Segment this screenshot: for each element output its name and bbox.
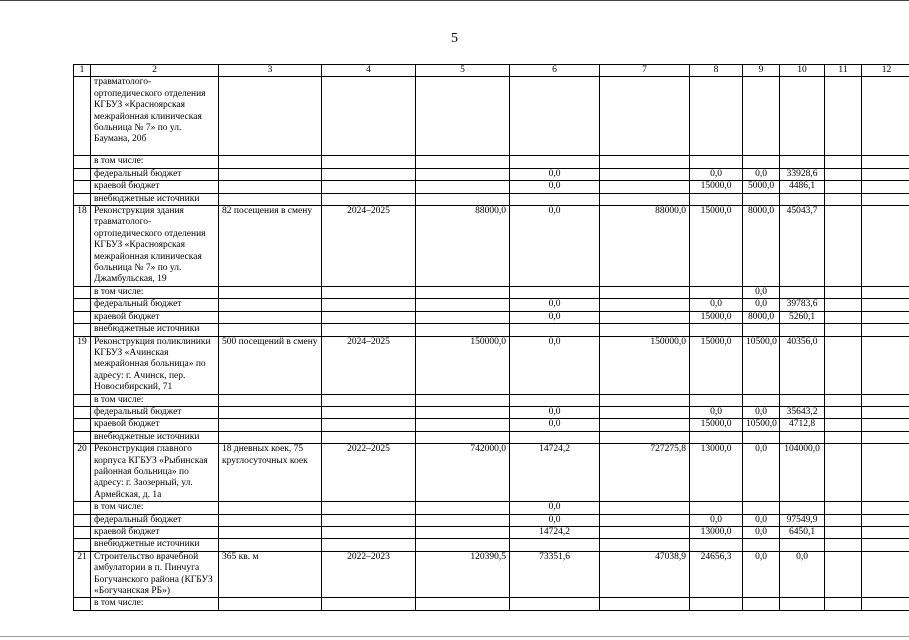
table-row bbox=[74, 77, 909, 156]
table-row: в том числе: bbox=[74, 156, 909, 168]
col-header: 11 bbox=[825, 65, 862, 77]
object-name: Реконструкция поликлиники КГБУЗ «Ачинская межрайонная больница» по адресу: г. Ачинск, пер. Новосибирский, 71 bbox=[91, 336, 219, 394]
table-row: внебюджетные источники bbox=[74, 324, 909, 336]
col-header: 2 bbox=[91, 65, 219, 77]
table-row: в том числе: bbox=[74, 598, 909, 610]
header-row bbox=[74, 65, 909, 77]
col-header: 7 bbox=[600, 65, 690, 77]
capacity: 365 кв. м bbox=[219, 551, 322, 598]
table-row: 18 Реконструкция здания травматолого-ортопедического отделения КГБУЗ «Красноярская межрайонная клиническая больница № 7» по ул. Джамбульская, 19 82 посещения в смену 2024–2025 88000,0 0,0 88000,0 15000,0 8000,0 45043,7 bbox=[74, 206, 909, 287]
table-row: 19 Реконструкция поликлиники КГБУЗ «Ачинская межрайонная больница» по адресу: г. Ачинск, пер. Новосибирский, 71 500 посещений в смену 2024–2025 150000,0 0,0 150000,0 15000,0 10500,0 40356,0 bbox=[74, 336, 909, 394]
table-row: краевой бюджет 0,0 15000,0 10500,0 4712,8 bbox=[74, 419, 909, 431]
table-row: в том числе: 0,0 bbox=[74, 502, 909, 514]
capacity: 500 посещений в смену bbox=[219, 336, 322, 394]
table-row: внебюджетные источники bbox=[74, 431, 909, 443]
page-top-edge bbox=[0, 0, 909, 1]
col-header: 6 bbox=[510, 65, 600, 77]
table-row: в том числе: 0,0 bbox=[74, 286, 909, 298]
table-row: федеральный бюджет 0,0 0,0 0,0 33928,6 bbox=[74, 168, 909, 180]
budget-table bbox=[73, 64, 909, 611]
row-number: 18 bbox=[74, 206, 91, 287]
col-header: 10 bbox=[780, 65, 825, 77]
col-header: 8 bbox=[690, 65, 743, 77]
page-number: 5 bbox=[451, 31, 458, 46]
table-row: краевой бюджет 0,0 15000,0 5000,0 4486,1 bbox=[74, 181, 909, 193]
table-row: краевой бюджет 0,0 15000,0 8000,0 5260,1 bbox=[74, 311, 909, 323]
row-number: 19 bbox=[74, 336, 91, 394]
page-bottom-edge bbox=[0, 636, 909, 637]
table-row: федеральный бюджет 0,0 0,0 0,0 39783,6 bbox=[74, 299, 909, 311]
period: 2022–2023 bbox=[322, 551, 416, 598]
object-name: Реконструкция здания травматолого-ортопедического отделения КГБУЗ «Красноярская межрайонная клиническая больница № 7» по ул. Джамбульская, 19 bbox=[91, 206, 219, 287]
col-header: 9 bbox=[743, 65, 780, 77]
col-header: 5 bbox=[416, 65, 510, 77]
table-row: 20 Реконструкция главного корпуса КГБУЗ «Рыбинская районная больница» по адресу: г. Заозерный, ул. Армейская, д. 1а 18 дневных коек, 75 круглосуточных коек 2022–2025 742000,0 14724,2 727275,8 13000,0 0,0 104000,0 bbox=[74, 444, 909, 502]
period: 2024–2025 bbox=[322, 336, 416, 394]
row-number: 20 bbox=[74, 444, 91, 502]
object-name: Строительство врачебной амбулатории в п. Пинчуга Богучанского района (КГБУЗ «Богучанская РБ») bbox=[91, 551, 219, 598]
row-number: 21 bbox=[74, 551, 91, 598]
col-header: 1 bbox=[74, 65, 91, 77]
col-header: 12 bbox=[862, 65, 909, 77]
capacity: 18 дневных коек, 75 круглосуточных коек bbox=[219, 444, 322, 502]
period: 2024–2025 bbox=[322, 206, 416, 287]
table-row: внебюджетные источники bbox=[74, 193, 909, 205]
table-row: краевой бюджет 14724,2 13000,0 0,0 6450,1 bbox=[74, 527, 909, 539]
capacity: 82 посещения в смену bbox=[219, 206, 322, 287]
table-row: в том числе: bbox=[74, 394, 909, 406]
period: 2022–2025 bbox=[322, 444, 416, 502]
object-name: Реконструкция главного корпуса КГБУЗ «Рыбинская районная больница» по адресу: г. Заозерный, ул. Армейская, д. 1а bbox=[91, 444, 219, 502]
object-name: травматолого-ортопедического отделения КГБУЗ «Красноярская межрайонная клиническая больница № 7» по ул. Баумана, 20б bbox=[91, 77, 219, 156]
table-row: 21 Строительство врачебной амбулатории в п. Пинчуга Богучанского района (КГБУЗ «Богучанская РБ») 365 кв. м 2022–2023 120390,5 73351,6 47038,9 24656,3 0,0 0,0 bbox=[74, 551, 909, 598]
table-row: федеральный бюджет 0,0 0,0 0,0 97549,9 bbox=[74, 514, 909, 526]
table-row: федеральный бюджет 0,0 0,0 0,0 35643,2 bbox=[74, 406, 909, 418]
col-header: 4 bbox=[322, 65, 416, 77]
table-row: внебюджетные источники bbox=[74, 539, 909, 551]
col-header: 3 bbox=[219, 65, 322, 77]
